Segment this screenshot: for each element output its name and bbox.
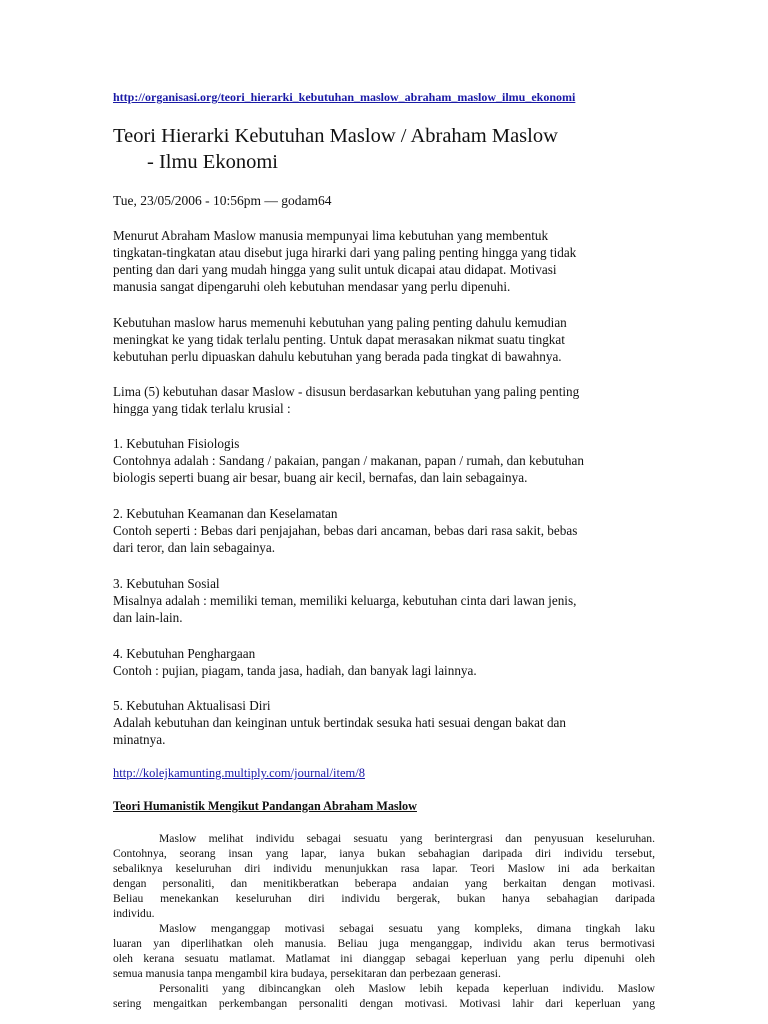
- text-line: sebaliknya keseluruhan diri individu menunjukkan rasa lapar. Teori Maslow ini ada berkaitan: [113, 862, 655, 875]
- text-line: dari teror, dan lain sebagainya.: [113, 540, 276, 555]
- title-line-1: Teori Hierarki Kebutuhan Maslow / Abraham Maslow: [113, 125, 558, 147]
- text-line: Personaliti yang dibincangkan oleh Maslow lebih kepada keperluan individu. Maslow: [159, 982, 655, 995]
- need-heading: 1. Kebutuhan Fisiologis: [113, 436, 240, 451]
- text-line: biologis seperti buang air besar, buang air kecil, bernafas, dan lain sebagainya.: [113, 470, 528, 485]
- text-line: dengan personaliti, dan menitikberatkan beberapa andaian yang berkaitan dengan motivasi.: [113, 877, 655, 890]
- need-esteem: [113, 645, 658, 679]
- text-line: Contohnya adalah : Sandang / pakaian, pangan / makanan, papan / rumah, dan kebutuhan: [113, 453, 584, 468]
- paragraph-five-needs: [113, 383, 658, 417]
- text-line: oleh kerana sesuatu matlamat. Matlamat ini dianggap sebagai keperluan yang perlu dipenuhi oleh: [113, 952, 655, 965]
- need-social: [113, 575, 658, 626]
- text-line: Beliau menekankan keseluruhan diri individu bergerak, bukan hanya sebahagian daripada: [113, 892, 655, 905]
- text-line: Menurut Abraham Maslow manusia mempunyai lima kebutuhan yang membentuk: [113, 228, 549, 243]
- text-line: Maslow menganggap motivasi sebagai sesuatu yang kompleks, dimana tingkah laku: [159, 922, 655, 935]
- text-line: Lima (5) kebutuhan dasar Maslow - disusun berdasarkan kebutuhan yang paling penting: [113, 384, 580, 399]
- essay-paragraph: [113, 981, 655, 1011]
- need-safety: [113, 505, 658, 556]
- need-heading: 5. Kebutuhan Aktualisasi Diri: [113, 698, 271, 713]
- text-line: penting dan dari yang mudah hingga yang sulit untuk dicapai atau didapat. Motivasi: [113, 262, 557, 277]
- source-link[interactable]: http://organisasi.org/teori_hierarki_kebutuhan_maslow_abraham_maslow_ilmu_ekonomi: [113, 90, 576, 104]
- text-line: minatnya.: [113, 732, 166, 747]
- essay-paragraph: [113, 831, 655, 921]
- text-line: Maslow melihat individu sebagai sesuatu yang berintergrasi dan penyusuan keseluruhan.: [159, 832, 655, 845]
- need-self-actualization: [113, 697, 658, 748]
- text-line: Contoh seperti : Bebas dari penjajahan, bebas dari ancaman, bebas dari rasa sakit, bebas: [113, 523, 578, 538]
- text-line: hingga yang tidak terlalu krusial :: [113, 401, 291, 416]
- need-heading: 2. Kebutuhan Keamanan dan Keselamatan: [113, 506, 338, 521]
- text-line: Adalah kebutuhan dan keinginan untuk bertindak sesuka hati sesuai dengan bakat dan: [113, 715, 567, 730]
- paragraph-intro: [113, 227, 658, 295]
- text-line: Misalnya adalah : memiliki teman, memiliki keluarga, kebutuhan cinta dari lawan jenis,: [113, 593, 577, 608]
- text-line: Contohnya, seorang insan yang lapar, ianya bukan sebahagian daripada diri individu tersebut,: [113, 847, 655, 860]
- text-line: kebutuhan perlu dipuaskan dahulu kebutuhan yang berada pada tingkat di bawahnya.: [113, 349, 562, 364]
- section-heading: Teori Humanistik Mengikut Pandangan Abraham Maslow: [113, 799, 417, 813]
- text-line: tingkatan-tingkatan atau disebut juga hirarki dari yang paling penting hingga yang tidak: [113, 245, 577, 260]
- text-line: Contoh : pujian, piagam, tanda jasa, hadiah, dan banyak lagi lainnya.: [113, 663, 477, 678]
- text-line: semua manusia tanpa mengambil kira budaya, persekitaran dan perbezaan generasi.: [113, 967, 501, 980]
- need-heading: 4. Kebutuhan Penghargaan: [113, 646, 256, 661]
- paragraph-order: [113, 314, 658, 365]
- post-meta: Tue, 23/05/2006 - 10:56pm — godam64: [113, 193, 332, 208]
- text-line: individu.: [113, 907, 155, 920]
- title-line-2: - Ilmu Ekonomi: [147, 151, 278, 173]
- text-line: meningkat ke yang tidak terlalu penting. Untuk dapat merasakan nikmat suatu tingkat: [113, 332, 565, 347]
- journal-link[interactable]: http://kolejkamunting.multiply.com/journal/item/8: [113, 766, 365, 780]
- text-line: dan lain-lain.: [113, 610, 183, 625]
- page-title: [113, 123, 673, 175]
- need-heading: 3. Kebutuhan Sosial: [113, 576, 220, 591]
- text-line: sering mengaitkan perkembangan personaliti dengan motivasi. Motivasi lahir dari keperluan yang: [113, 997, 655, 1010]
- essay-paragraph: [113, 921, 655, 981]
- text-line: Kebutuhan maslow harus memenuhi kebutuhan yang paling penting dahulu kemudian: [113, 315, 567, 330]
- need-physiological: [113, 435, 658, 486]
- text-line: manusia sangat dipengaruhi oleh kebutuhan mendasar yang perlu dipenuhi.: [113, 279, 511, 294]
- text-line: luaran yan diperlihatkan oleh manusia. Beliau juga menganggap, individu akan terus bermotivasi: [113, 937, 655, 950]
